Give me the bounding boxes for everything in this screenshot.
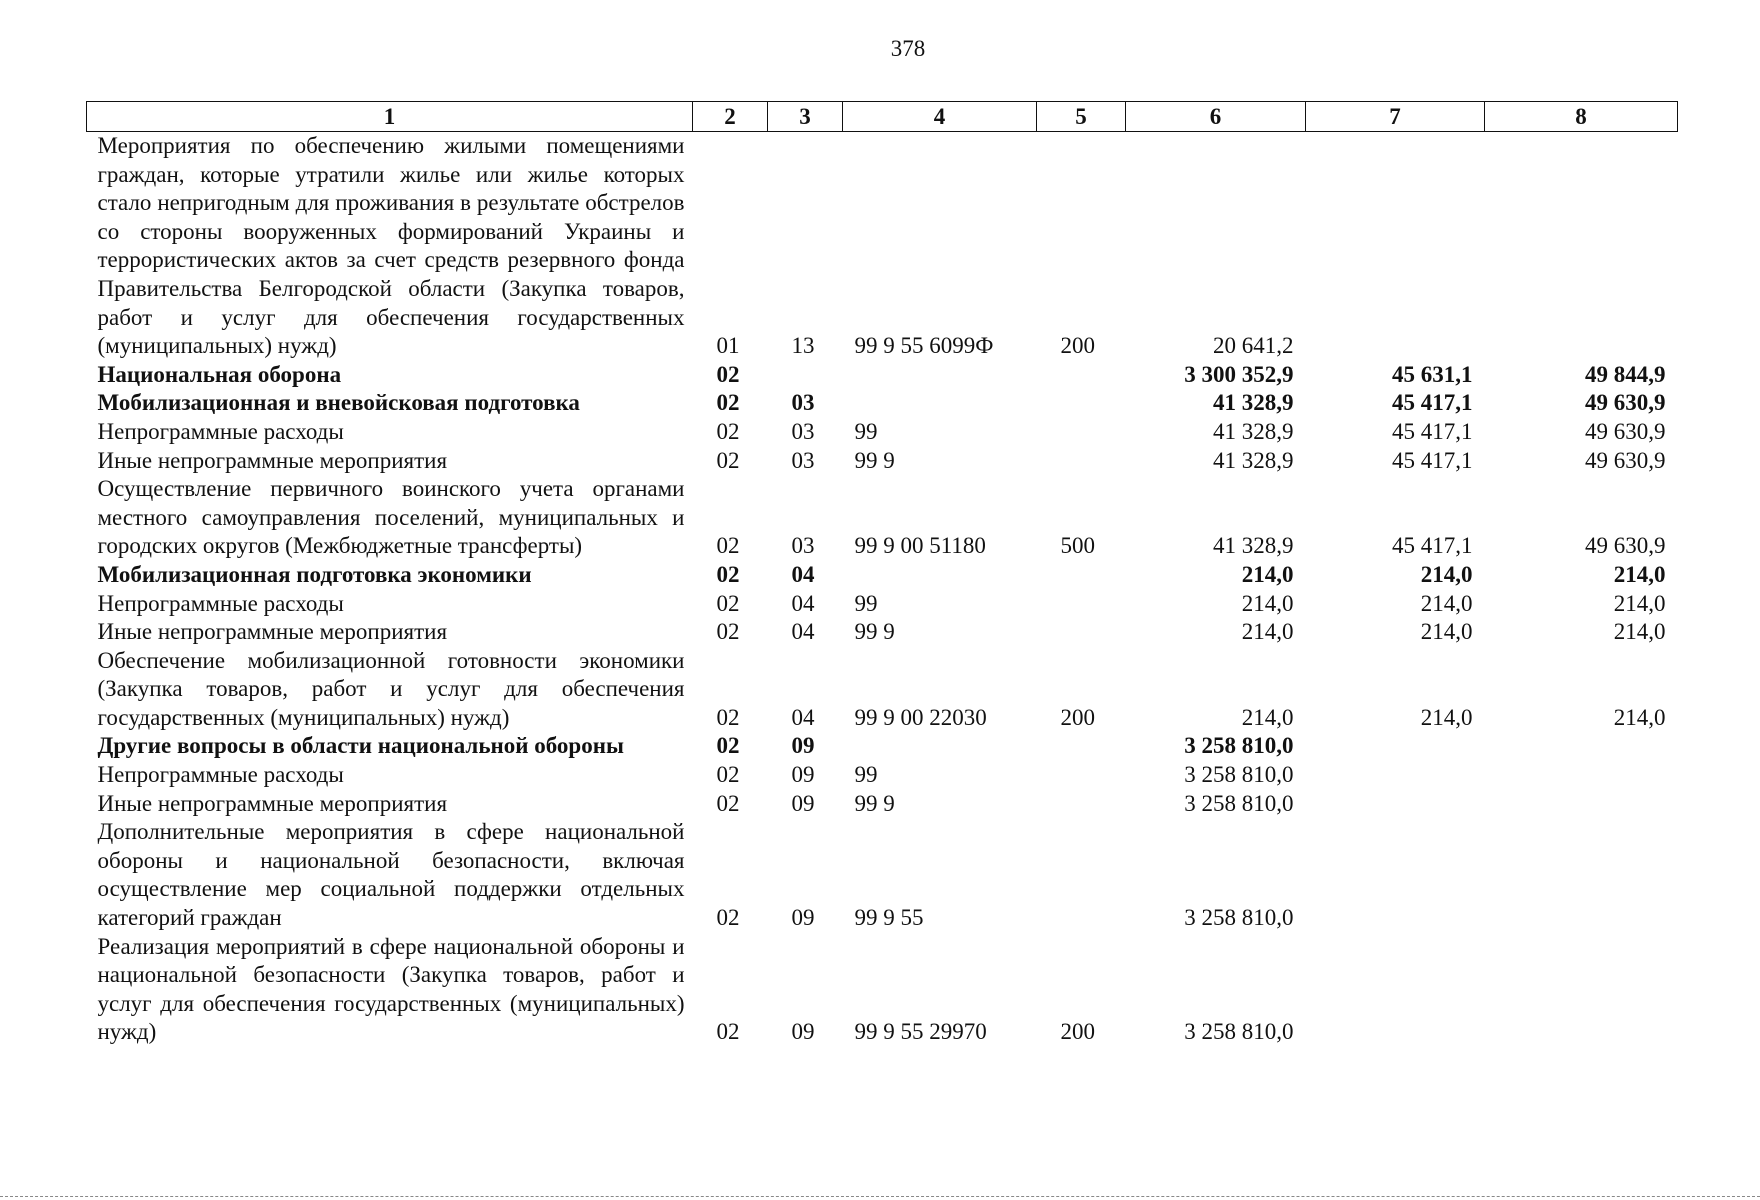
page-number: 378	[890, 36, 926, 61]
row-expense-type: 200	[1060, 704, 1095, 730]
row-amount-col7	[1306, 818, 1485, 932]
row-section: 02	[716, 390, 740, 416]
row-expense-type	[1037, 618, 1126, 647]
row-amount-col6: 3 258 810,0	[1184, 762, 1294, 788]
row-target-article: 99 9 00 22030	[854, 704, 987, 730]
row-section: 02	[716, 733, 740, 759]
header-col-5: 5	[1037, 102, 1126, 132]
row-expense-type	[1037, 561, 1126, 590]
row-section: 02	[716, 447, 740, 473]
page-bottom-rule	[0, 1196, 1760, 1197]
header-col-7: 7	[1306, 102, 1485, 132]
row-expense-type	[1037, 361, 1126, 390]
row-amount-col6: 214,0	[1241, 561, 1294, 587]
row-amount-col8: 49 630,9	[1585, 418, 1666, 444]
row-amount-col6: 214,0	[1241, 704, 1294, 730]
row-target-article: 99 9 55 29970	[854, 1019, 987, 1045]
row-amount-col7: 214,0	[1420, 704, 1473, 730]
row-amount-col6: 20 641,2	[1213, 333, 1294, 359]
row-amount-col7: 214,0	[1420, 561, 1473, 587]
row-amount-col8: 214,0	[1613, 704, 1666, 730]
row-target-article: 99 9	[854, 790, 895, 816]
table-row	[87, 475, 1678, 561]
row-amount-col6: 214,0	[1241, 619, 1294, 645]
table-row	[87, 361, 1678, 390]
row-subsection: 04	[791, 704, 815, 730]
row-amount-col8	[1485, 818, 1678, 932]
row-name: Иные непрограммные мероприятия	[97, 447, 448, 473]
row-subsection: 03	[791, 418, 815, 444]
row-name: Реализация мероприятий в сфере национальной обороны и национальной безопасности (Закупка товаров, работ и услуг для обеспечения государственных (муниципальных) нужд)	[97, 933, 685, 1045]
row-section: 02	[716, 590, 740, 616]
row-amount-col6: 3 258 810,0	[1184, 790, 1294, 816]
row-name: Непрограммные расходы	[97, 418, 344, 444]
row-section: 02	[716, 790, 740, 816]
row-target-article: 99 9 55 6099Ф	[854, 333, 994, 359]
row-target-article: 99 9	[854, 447, 895, 473]
row-amount-col6: 3 258 810,0	[1184, 733, 1294, 759]
row-amount-col6: 214,0	[1241, 590, 1294, 616]
row-amount-col6: 3 258 810,0	[1184, 905, 1294, 931]
table-header-row	[87, 102, 1678, 132]
row-amount-col8: 49 844,9	[1585, 361, 1666, 387]
table-row	[87, 590, 1678, 619]
row-amount-col7	[1306, 790, 1485, 819]
row-amount-col8: 49 630,9	[1585, 533, 1666, 559]
table-row	[87, 761, 1678, 790]
row-expense-type	[1037, 389, 1126, 418]
row-target-article: 99 9 55	[854, 905, 924, 931]
row-subsection: 09	[791, 733, 815, 759]
row-amount-col6: 41 328,9	[1213, 447, 1294, 473]
row-name: Иные непрограммные мероприятия	[97, 790, 448, 816]
table-row	[87, 418, 1678, 447]
row-expense-type	[1037, 447, 1126, 476]
row-name: Другие вопросы в области национальной обороны	[97, 733, 624, 759]
row-name: Непрограммные расходы	[97, 762, 344, 788]
row-amount-col7: 45 417,1	[1392, 418, 1473, 444]
row-target-article: 99 9	[854, 619, 895, 645]
table-row	[87, 732, 1678, 761]
row-subsection: 04	[791, 561, 815, 587]
row-amount-col8: 49 630,9	[1585, 390, 1666, 416]
table-row	[87, 647, 1678, 733]
row-target-article: 99	[854, 590, 878, 616]
table-row	[87, 790, 1678, 819]
table-row	[87, 389, 1678, 418]
row-expense-type: 500	[1060, 533, 1095, 559]
row-subsection: 04	[791, 619, 815, 645]
row-section: 02	[716, 762, 740, 788]
row-amount-col7	[1306, 132, 1485, 361]
row-amount-col6: 3 258 810,0	[1184, 1019, 1294, 1045]
row-expense-type	[1037, 732, 1126, 761]
header-col-4: 4	[843, 102, 1037, 132]
row-subsection: 04	[791, 590, 815, 616]
row-amount-col6: 41 328,9	[1213, 418, 1294, 444]
row-section: 02	[716, 1019, 740, 1045]
row-target-article	[843, 389, 1037, 418]
header-col-3: 3	[768, 102, 843, 132]
table-row	[87, 132, 1678, 361]
row-expense-type	[1037, 418, 1126, 447]
row-amount-col7	[1306, 933, 1485, 1047]
budget-table	[86, 101, 1678, 1047]
row-name: Иные непрограммные мероприятия	[97, 619, 448, 645]
row-amount-col7	[1306, 761, 1485, 790]
row-amount-col7: 45 631,1	[1392, 361, 1473, 387]
row-name: Осуществление первичного воинского учета органами местного самоуправления поселений, муниципальных и городских округов (Межбюджетные трансферты)	[97, 476, 685, 559]
header-col-6: 6	[1126, 102, 1306, 132]
row-amount-col6: 41 328,9	[1213, 533, 1294, 559]
row-amount-col7: 214,0	[1420, 590, 1473, 616]
row-subsection: 03	[791, 533, 815, 559]
row-section: 02	[716, 561, 740, 587]
row-section: 02	[716, 704, 740, 730]
row-amount-col8	[1485, 732, 1678, 761]
table-row	[87, 933, 1678, 1047]
row-expense-type	[1037, 761, 1126, 790]
row-target-article	[843, 361, 1037, 390]
row-subsection: 09	[791, 1019, 815, 1045]
row-section: 02	[716, 361, 740, 387]
header-col-1: 1	[87, 102, 693, 132]
row-subsection: 13	[791, 333, 815, 359]
row-subsection	[768, 361, 843, 390]
row-target-article: 99	[854, 762, 878, 788]
row-expense-type: 200	[1060, 333, 1095, 359]
row-amount-col7: 45 417,1	[1392, 447, 1473, 473]
table-row	[87, 561, 1678, 590]
row-name: Мобилизационная подготовка экономики	[97, 561, 532, 587]
row-amount-col8	[1485, 761, 1678, 790]
row-amount-col7	[1306, 732, 1485, 761]
row-subsection: 09	[791, 762, 815, 788]
header-col-2: 2	[693, 102, 768, 132]
row-subsection: 09	[791, 790, 815, 816]
row-subsection: 03	[791, 390, 815, 416]
row-section: 02	[716, 619, 740, 645]
row-expense-type	[1037, 790, 1126, 819]
row-amount-col7: 45 417,1	[1392, 533, 1473, 559]
table-row	[87, 818, 1678, 932]
row-subsection: 09	[791, 905, 815, 931]
row-amount-col8: 214,0	[1613, 590, 1666, 616]
row-amount-col8	[1485, 790, 1678, 819]
table-row	[87, 447, 1678, 476]
row-section: 02	[716, 533, 740, 559]
row-name: Обеспечение мобилизационной готовности экономики (Закупка товаров, работ и услуг для обеспечения государственных (муниципальных) нужд)	[97, 647, 685, 730]
row-name: Национальная оборона	[97, 361, 342, 387]
row-amount-col8: 214,0	[1613, 561, 1666, 587]
row-name: Непрограммные расходы	[97, 590, 344, 616]
row-section: 02	[716, 905, 740, 931]
row-amount-col8: 49 630,9	[1585, 447, 1666, 473]
row-amount-col8	[1485, 933, 1678, 1047]
table-row	[87, 618, 1678, 647]
row-amount-col8	[1485, 132, 1678, 361]
row-target-article: 99 9 00 51180	[854, 533, 986, 559]
header-col-8: 8	[1485, 102, 1678, 132]
row-section: 01	[716, 333, 740, 359]
row-amount-col8: 214,0	[1613, 619, 1666, 645]
row-expense-type: 200	[1060, 1019, 1095, 1045]
row-name: Мобилизационная и вневойсковая подготовка	[97, 390, 580, 416]
row-amount-col7: 45 417,1	[1392, 390, 1473, 416]
row-amount-col7: 214,0	[1420, 619, 1473, 645]
row-expense-type	[1037, 590, 1126, 619]
row-amount-col6: 3 300 352,9	[1184, 361, 1294, 387]
row-amount-col6: 41 328,9	[1213, 390, 1294, 416]
row-name: Мероприятия по обеспечению жилыми помещениями граждан, которые утратили жилье или жилье которых стало непригодным для проживания в результате обстрелов со стороны вооруженных формирований Украины и террористических актов за счет средств резервного фонда Правительства Белгородской области (Закупка товаров, работ и услуг для обеспечения государственных (муниципальных) нужд)	[97, 133, 685, 359]
row-target-article: 99	[854, 418, 878, 444]
row-expense-type	[1037, 818, 1126, 932]
row-target-article	[843, 561, 1037, 590]
row-target-article	[843, 732, 1037, 761]
row-name: Дополнительные мероприятия в сфере национальной обороны и национальной безопасности, включая осуществление мер социальной поддержки отдельных категорий граждан	[97, 819, 685, 931]
row-subsection: 03	[791, 447, 815, 473]
row-section: 02	[716, 418, 740, 444]
